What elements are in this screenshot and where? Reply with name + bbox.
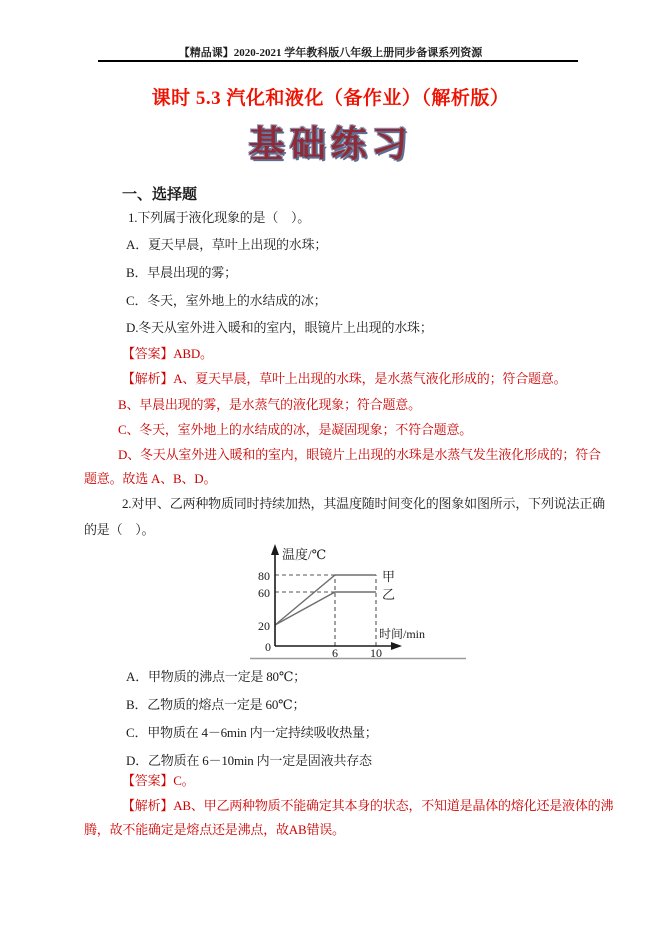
series-jia-label: 甲 (382, 569, 396, 584)
document-header: 【精品课】2020-2021 学年教科版八年级上册同步备课系列资源 (178, 47, 483, 59)
q1-stem: 1.下列属于液化现象的是（ ）。 (128, 210, 311, 225)
q2-stem-line2: 的是（ ）。 (84, 522, 155, 537)
y-tick-80: 80 (258, 569, 270, 583)
y-axis-arrow-icon (271, 544, 279, 555)
series-jia-line (275, 575, 376, 625)
q1-analysis-line: D、冬天从室外进入暖和的室内，眼镜片上出现的水珠是水蒸气发生液化形成的；符合 (118, 447, 601, 462)
y-tick-0: 0 (265, 640, 271, 654)
series-yi-label: 乙 (382, 587, 396, 602)
q1-analysis-line: 题意。故选 A、B、D。 (84, 471, 217, 486)
x-tick-10: 10 (370, 646, 382, 660)
q2-option-c: C．甲物质在 4－6min 内一定持续吸收热量； (126, 725, 378, 740)
x-axis-label: 时间/min (379, 627, 426, 641)
header-divider (98, 60, 578, 62)
q1-analysis-line: 【解析】A、夏天早晨，草叶上出现的水珠，是水蒸气液化形成的；符合题意。 (122, 371, 567, 386)
q1-option-a: A．夏天早晨，草叶上出现的水珠； (126, 237, 328, 252)
temperature-time-graph (236, 543, 466, 661)
q1-analysis-line: C、冬天，室外地上的水结成的冰，是凝固现象；不符合题意。 (118, 422, 473, 437)
section-heading: 一、选择题 (122, 187, 198, 203)
q2-answer: 【答案】C。 (122, 773, 195, 788)
q1-answer: 【答案】ABD。 (122, 346, 213, 361)
y-tick-60: 60 (258, 586, 270, 600)
page-title: 课时 5.3 汽化和液化（备作业）（解析版） (151, 88, 510, 109)
x-axis-arrow-icon (391, 642, 402, 650)
q2-analysis-line: 腾，故不能确定是熔点还是沸点，故AB错误。 (84, 822, 345, 837)
q2-stem-line1: 2.对甲、乙两种物质同时持续加热，其温度随时间变化的图象如图所示，下列说法正确 (122, 496, 605, 511)
q1-analysis-line: B、早晨出现的雾，是水蒸气的液化现象；符合题意。 (118, 397, 421, 412)
q1-option-b: B．早晨出现的雾； (126, 265, 237, 280)
y-axis-label: 温度/℃ (282, 547, 327, 562)
q1-option-d: D.冬天从室外进入暖和的室内，眼镜片上出现的水珠； (126, 320, 433, 335)
y-tick-20: 20 (258, 619, 270, 633)
q2-option-d: D．乙物质在 6－10min 内一定是固液共存态 (126, 753, 372, 768)
q2-analysis-line: 【解析】AB、甲乙两种物质不能确定其本身的状态，不知道是晶体的熔化还是液体的沸 (122, 798, 614, 813)
series-yi-line (275, 592, 376, 625)
section-banner: 基础练习 (248, 124, 413, 164)
q1-option-c: C．冬天，室外地上的水结成的冰； (126, 293, 327, 308)
x-tick-6: 6 (332, 646, 338, 660)
q2-option-a: A．甲物质的沸点一定是 80℃； (126, 669, 306, 684)
q2-option-b: B．乙物质的熔点一定是 60℃； (126, 697, 306, 712)
